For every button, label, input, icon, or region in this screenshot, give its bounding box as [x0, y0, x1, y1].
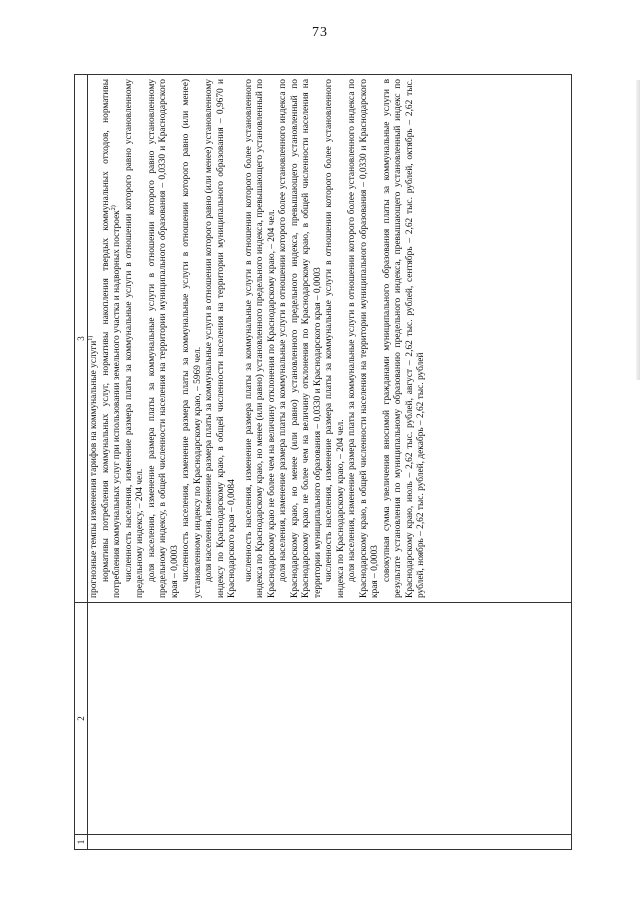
rotated-table-wrapper [74, 75, 572, 850]
paragraph-population-below-index: численность населения, изменение размера платы за коммунальные услуги в отношении которого равно (или менее) установленному индексу по Краснодарскому краю, – 5969 чел. [181, 79, 203, 598]
cell-col-2 [88, 603, 572, 835]
paragraph-share-equal-limit: доля населения, изменение размера платы за коммунальные услуги в отношении которого равно установленному предельному индексу, в общей численности населения на территории муниципального образования – 0,0330 и Краснодарского края – 0,0003 [146, 79, 180, 598]
scan-edge-shadow [636, 80, 640, 380]
paragraph-share-above-index: доля населения, изменение размера платы за коммунальные услуги в отношении которого более установленного индекса по Краснодарскому краю, в общей численности населения на территории муниципального образования – 0,0330 и Краснодарского края – 0,0003 [347, 79, 380, 598]
header-col-2: 2 [75, 603, 88, 835]
paragraph-total-payment-increase: совокупная сумма увеличения вносимой гражданами муниципального образования платы за коммунальные услуги в результате установления по муниципальному образованию предельного индекса, превышающего установленный индекс по Краснодарскому краю, июль – 2,62 тыс. рублей, август – 2,62 тыс. рублей, сентябрь – 2,62 тыс. рублей, октябрь – 2,62 тыс. рублей, ноябрь – 2,62 тыс. рублей, декабрь – 2,62 тыс. рублей [381, 79, 426, 598]
paragraph-population-between-indexes: численность населения, изменение размера платы за коммунальные услуги в отношении которого более установленного индекса по Краснодарскому краю, но менее (или равно) установленного предельного индекса, превышающего установленный по Краснодарскому краю не более чем на величину отклонения по Краснодарскому краю, – 204 чел. [243, 79, 277, 598]
paragraph-share-between-indexes: доля населения, изменение размера платы за коммунальные услуги в отношении которого более установленного индекса по Краснодарскому краю, но менее (или равно) установленного предельного индекса, превышающего установленный по Краснодарскому краю не более чем на величину отклонения по Краснодарскому краю, в общей численности населения на территории муниципального образования – 0,0330 и Краснодарского края – 0,0003 [278, 79, 323, 598]
paragraph-population-above-index: численность населения, изменение размера платы за коммунальные услуги в отношении которого более установленного индекса по Краснодарскому краю, – 204 чел. [324, 79, 346, 598]
header-col-1: 1 [75, 835, 88, 850]
data-table [74, 74, 572, 850]
header-col-3: 3 [75, 75, 88, 603]
cell-col-1 [88, 835, 572, 850]
paragraph-share-below-index: доля населения, изменение размера платы за коммунальные услуги в отношении которого равно (или менее) установленному индексу по Краснодарскому краю, в общей численности населения на территории муниципального образования – 0,9670 и Краснодарского края – 0,0084 [204, 79, 237, 598]
paragraph-consumption-norms: нормативы потребления коммунальных услуг, нормативы накопления твердых коммунальных отходов, нормативы потребления коммунальных услуг при использовании земельного участка и надворных построек$^{2)}$ [100, 79, 122, 598]
table-row [88, 75, 572, 850]
table-header-row [75, 75, 88, 850]
paragraph-population-equal-limit: численность населения, изменение размера платы за коммунальные услуги в отношении которого равно установленному предельному индексу, – 204 чел. [123, 79, 145, 598]
paragraph-tariff-rates: прогнозные темпы изменения тарифов на коммунальные услуги$^{1)}$ [87, 335, 99, 598]
page-number: 73 [312, 25, 328, 40]
cell-col-3 [88, 75, 572, 603]
